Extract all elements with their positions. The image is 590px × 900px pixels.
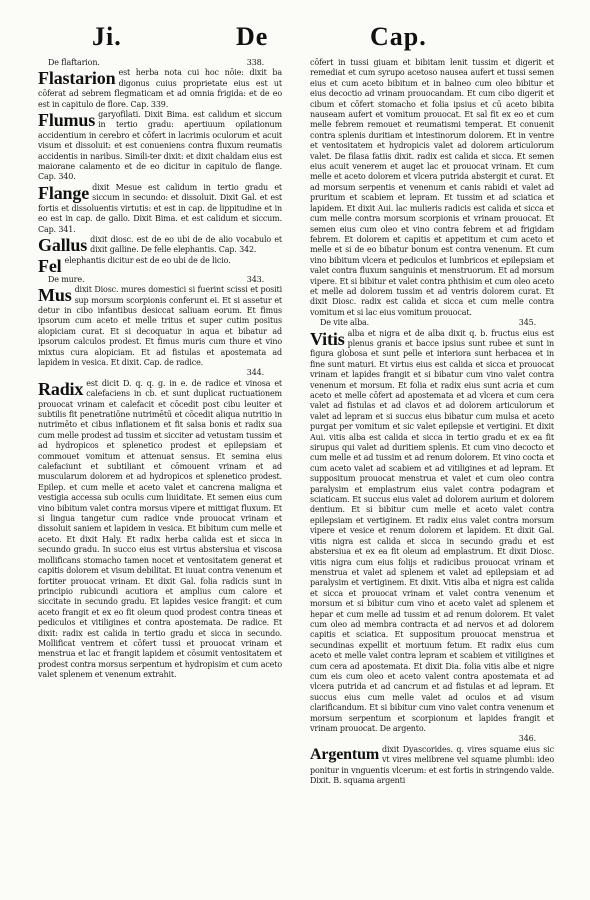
headword: Flastarion xyxy=(38,68,116,89)
entry-flange xyxy=(38,183,282,235)
chapter-number: 338. xyxy=(246,58,264,67)
headword: Argentum xyxy=(310,745,380,763)
entry-mus xyxy=(38,275,282,369)
entry-radix xyxy=(38,368,282,680)
chapter-number: 346. xyxy=(518,734,536,744)
section-title-text xyxy=(38,368,48,378)
entry-text: garyofilati. Dixit Bima. est calidum et siccum in tertio gradu: apertiuum opilationum accidentium in cerebro et cōfert in lacrimis oculorum et acuit visum et dissoluit: et est conueniens contra fluxum reumatis accidentis in naribus. Simili-ter dixit: et dixit chaldam eius est maiorane calamento et de eo dicitur in capitulo de flange. Cap. 340. xyxy=(38,110,282,182)
entry-flastarion xyxy=(38,58,282,110)
headword: Fel xyxy=(38,255,62,276)
section-title xyxy=(38,275,282,285)
folio-heading: Ji. xyxy=(92,22,122,51)
entry-argentum xyxy=(310,734,554,786)
entry-text: est herba nota cui hoc nōie: dixit ba digonus cuius proprietate eius est ut cōferat ad sebrem flegmaticam et ad omnia frigida: et de eo est in capitulo de flore. Cap. 339. xyxy=(38,68,282,109)
entry-text: dixit diosc. est de eo ubi de de alio vocabulo et dixit galline. De felle elephantis. Cap. 342. xyxy=(90,234,282,255)
chapter-number: 344. xyxy=(246,368,264,378)
entry-gallus xyxy=(38,235,282,256)
section-title xyxy=(310,734,554,744)
entry-text: elephantis dicitur est de eo ubi de de licio. xyxy=(64,255,231,265)
entry-text: dixit Dyascorides. q. vires squame eius sic vt vires melibrene vel squame plumbi: ideo ponitur in vnguentis vlcerum: et est fortis in stringendo valde. Dixit. B. squama argenti xyxy=(310,744,554,786)
entry-continuation xyxy=(310,58,554,318)
headword: Mus xyxy=(38,285,72,306)
section-title-text: De flaftarion. xyxy=(48,58,100,67)
entry-text: cōfert in tussi giuam et bibitam lenit tussim et digerit et remediat et cum syrupo acetoso nausea aufert et tussi semen eius et cum aceto bibitum et in balneo cum oleo bibitur et eius decoctio ad vrinam prouocandam. Et cum cibo digerit et cibum et cōfert stomacho et folia ipsius et cū aceto bibita nauseam aufert et vomitum prouocat. Et sal fit ex eo et cum melle febrem remouet et reumatismi temperat. Et conuenit contra splenis duritiam et intestinorum dolorem. Et in ventre et ventositatem et hydropicis valet ad dolorem articulorum valet. De filasa fatiis dixit. radix est calida et sicca. Et semen eius acuit venerem et auget lac et prouocat vrinam. Et cum melle et aceto dolorem et vlcera putrida abstergit et curat. Et ad morsum serpentis et venenum et canis rabidi et valet ad pruritum et scabiem et lepram. Et tussim et ad sciatica et lapidem. Et dixit Aui. lac mulieris radicis est calida et sicca et cum melle contra morsum scorpionis et vrinam prouocat. Et semen eius cum oleo et vino contra febrem et ad frigidam febrem. Et dolorem et capitis et appetitum et cum aceto et melle et si de eo bibatur bonum est contra venenum. Et cum vino bibitum vlcera et pediculos et lumbricos et epilepsiam et valet contra fluxum sanguinis et menstruorum. Et ad morsum vipere. Et si bibitur et valet contra phthisim et cum oleo aceto et melle ad dolorem tussim et ad ventris dolorem curat. Et dixit Diosc. radix est calida et sicca et cum melle contra vomitum et si lac eius vomitum prouocat. xyxy=(310,58,554,317)
entry-flumus xyxy=(38,110,282,183)
entry-text: dixit Diosc. mures domestici si fuerint scissi et positi sup morsum scorpionis conferunt ei. Et si assetur et detur in cibo infantibus desiccat saliuam eorum. Et fimus ipsorum cum aceto et melle tritus et super cutim positus alopiciam curat. Et si decoquatur in aqua et bibatur ad ipsorum calculos prodest. Et fimus muris cum thure et vino mixtus cura alopiciam. Et ad fistulas et apostemata ad lapidem in vesica. Et dixit. Cap. de radice. xyxy=(38,285,282,367)
chapter-number: 343. xyxy=(246,274,264,284)
section-title xyxy=(310,318,554,328)
headword: Vitis xyxy=(310,328,345,349)
entry-text: alba et nigra et de alba dixit q. b. fructus eius est plenus granis et bacce ipsius sunt rubee et sunt in figura globosa et sunt pelle et interiora sunt herbacea et in fine sunt maturi. Et virtus eius est calida et sicca et prouocat vrinam et lapides frangit et si bibatur cum vino valet contra venenum et morsum. Et folia et radix eius sunt acria et cum aceto et melle cōfert ad apostemata et ad vlcera et cum cera valet ad fistulas et ad clavos et ad dolorem articulorum et valet ad lepram et si succus eius bibatur cum mulsa et aceto purgat per vomitum et sic valet epilepsie et vertigini. Et dixit Aui. vitis alba est calida et sicca in tertio gradu et ex ea fit sirupus qui valet ad duritiem splenis. Et cum vino decocto et cum melle et ad tussim et ad renum dolorem. Et vino cocta et cum aceto valet ad scabiem et ad vitiligines et ad lepram. Et suppositum prouocat menstrua et valet et cum oleo contra paralysim et emplastrum eius valet contra podagram et sciaticam. Et succus eius valet ad dolorem aurium et dolorem dentium. Et si bibitur cum melle et aceto valet contra epilepsiam et vertiginem. Et radix eius valet contra morsum vipere et vesice et renum dolorem et lapidem. Et dixit Gal. vitis nigra est calida et sicca in secundo gradu et est abstersiua et ex ea fit oleum ad emplastrum. Et dixit Diosc. vitis nigra cum eius folijs et radicibus prouocat vrinam et menstrua et valet ad splenem et valet ad epilepsiam et ad paralysim et vertiginem. Et dixit. Vitis alba et nigra est calida et sicca et prouocat vrinam et valet contra venenum et morsum et si bibitur cum vino et aceto valet ad splenem et hepar et cum melle ad tussim et ad renum dolorem. Et valet cum oleo ad membra contracta et ad nervos et ad dolorem capitis et sciatica. Et suppositum prouocat menstrua et secundinas expellit et mortuum fetum. Et radix eius cum aceto et melle valet contra lepram et scabiem et vitiligines et cum cera ad apostemata. Et dixit Dia. folia vitis albe et nigre cum eis cum oleo et aceto valent contra apostemata et ad vlcera putrida et ad cancrum et ad fistulas et ad lepram. Et succus eius cum melle valet ad oculos et ad visum clarificandum. Et si bibitur cum vino valet contra venenum et morsum serpentum et scorpionum et lapides frangit et vrinam prouocat. De argento. xyxy=(310,328,554,733)
entry-vitis xyxy=(310,318,554,734)
running-head-de: De xyxy=(236,22,269,51)
chapter-number: 345. xyxy=(518,318,536,328)
right-column xyxy=(310,58,554,858)
headword: Flange xyxy=(38,182,90,203)
headword: Flumus xyxy=(38,110,96,131)
entry-fel xyxy=(38,256,282,275)
headword: Gallus xyxy=(38,234,88,255)
entry-text: dixit Mesue est calidum in tertio gradu et siccum in secundo: et dissoluit. Dixit Gal. et est fortis et dissoluentis virtutis: et est in cap. de lippitudine et in eo est in cap. de gallo. Dixit Bima. et est calidum et siccum. Cap. 341. xyxy=(38,182,282,234)
section-title xyxy=(38,368,282,378)
section-title xyxy=(38,58,282,68)
section-title-text: De mure. xyxy=(48,274,85,284)
entry-text: est dicit D. q. q. g. in e. de radice et vinosa et calefaciens in cb. et sunt duplicat ructuationem prouocat vrinam et calefacit et cōcedit post cibu leuiter et subtilis fit penetratiōne nutrimētū et cōcedit aliqua nutritio in nutrimēto et cibus inflationem et fit salsa bonis et radix sua cum melle prodest ad tussim et sicciter ad vetustam tussim et ad hydropicos et splenetico prodest et epilepsiam et commouet vomitum et attenuat sensus. Et semina eius calefaciunt et subtiliant et cōmouent vrinam et ad muscularum dolorem et ad hydropicos et splenetico prodest. Epilep. et cum melle et aceto valet et cancrena maligna et vestigia accessa sub oculis cum liuiditate. Et semen eius cum vino bibitum valet contra morsus vipere et mittigat fluxum. Et si lingua tangetur cum radice vnde prouocat vrinam et dissoluit saniem et lapidem in vesica. Et bibitum cum melle et aceto. Et dixit Haly. Et radix herba calida est et sicca in secundo gradu. In succo eius est virtus abstersiua et viscosa mollificans stomacho tamen nocet et ventositatem generat et capitis dolorem et visum debilitat. Et iuuat contra venenum et fortiter prouocat vrinam. Et dixit Gal. folia radicis sunt in principio rubicundi acutiora et amplius cum calore et siccitate in secundo gradu. Et lapides vesice frangit: et cum aceto frangit et ex eo fit oleum quod prodest contra tineas et pediculos et vitiligines et contra apostemata. De radice. Et dixit: radix est calida in tertio gradu et sicca in secundo. Mollificat ventrem et cōfert tussi et prouocat vrinam et menstrua et lac et frangit lapidem et cōsumit ventositatem et prodest contra morsus serpentum et hydropisim et cum aceto valet splenem et venenum extrahit. xyxy=(38,378,282,680)
running-head-cap: Cap. xyxy=(370,22,427,51)
section-title-text xyxy=(310,734,320,744)
section-title-text: De vite alba. xyxy=(320,318,370,328)
left-column xyxy=(38,58,282,880)
headword: Radix xyxy=(38,378,84,399)
